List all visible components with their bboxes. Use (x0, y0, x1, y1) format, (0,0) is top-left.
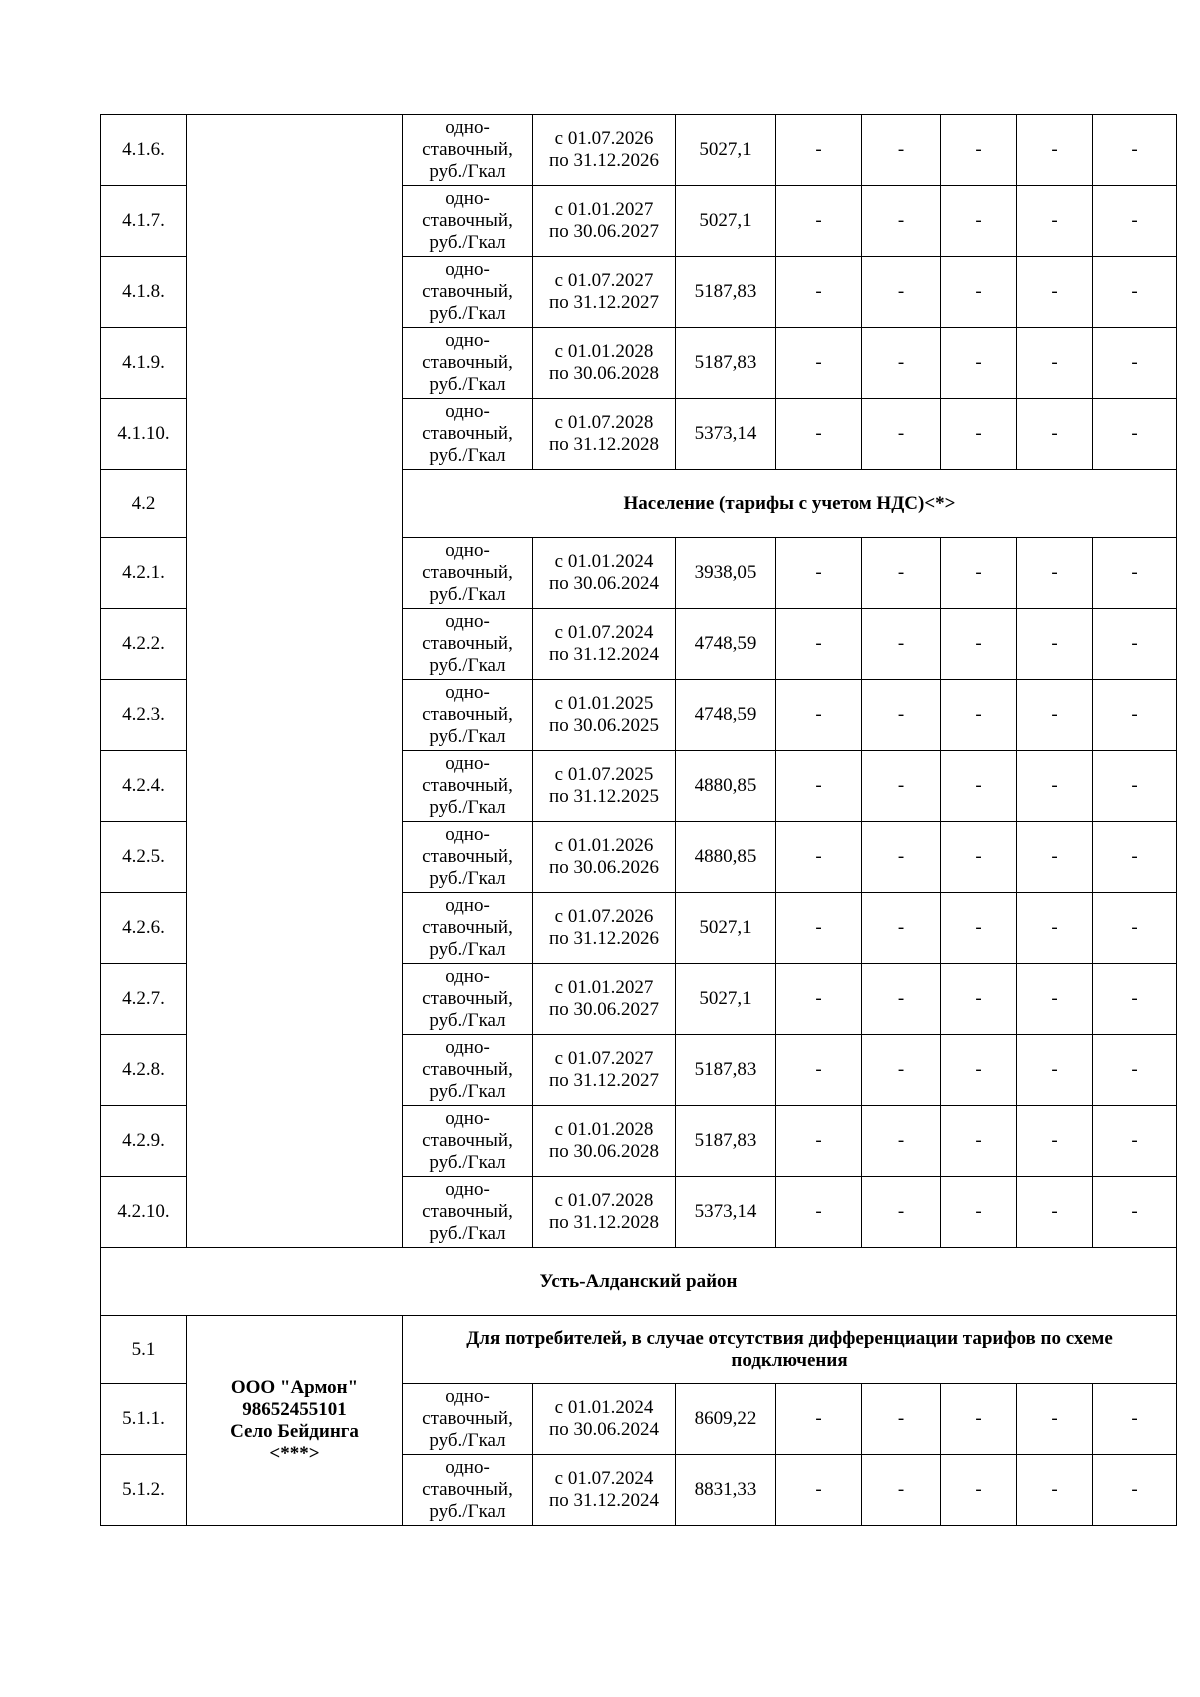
empty-value: - (941, 751, 1017, 822)
empty-value: - (941, 186, 1017, 257)
tariff-value: 5373,14 (676, 1177, 776, 1248)
empty-value: - (941, 1106, 1017, 1177)
empty-value: - (862, 680, 941, 751)
empty-value: - (941, 1455, 1017, 1526)
empty-value: - (776, 964, 862, 1035)
row-number: 4.2.6. (101, 893, 187, 964)
row-number: 4.1.10. (101, 399, 187, 470)
empty-value: - (1093, 1384, 1177, 1455)
empty-value: - (776, 328, 862, 399)
empty-value: - (1093, 893, 1177, 964)
empty-value: - (1017, 893, 1093, 964)
empty-value: - (1017, 822, 1093, 893)
tariff-type: одно- ставочный, руб./Гкал (403, 186, 533, 257)
tariff-type: одно- ставочный, руб./Гкал (403, 1455, 533, 1526)
empty-value: - (776, 186, 862, 257)
tariff-value: 4880,85 (676, 822, 776, 893)
empty-value: - (862, 1106, 941, 1177)
tariff-type: одно- ставочный, руб./Гкал (403, 1106, 533, 1177)
empty-value: - (1093, 964, 1177, 1035)
empty-value: - (776, 1384, 862, 1455)
tariff-value: 5027,1 (676, 964, 776, 1035)
empty-value: - (776, 399, 862, 470)
empty-value: - (1017, 964, 1093, 1035)
empty-value: - (1017, 1455, 1093, 1526)
tariff-period: с 01.07.2024 по 31.12.2024 (533, 1455, 676, 1526)
row-number: 4.1.8. (101, 257, 187, 328)
empty-value: - (1017, 751, 1093, 822)
empty-value: - (862, 1455, 941, 1526)
tariff-period: с 01.07.2026 по 31.12.2026 (533, 893, 676, 964)
tariff-value: 8831,33 (676, 1455, 776, 1526)
section-title: Население (тарифы с учетом НДС)<*> (403, 470, 1177, 538)
empty-value: - (941, 680, 1017, 751)
empty-value: - (1093, 1106, 1177, 1177)
empty-value: - (776, 609, 862, 680)
empty-value: - (1017, 186, 1093, 257)
empty-value: - (862, 186, 941, 257)
empty-value: - (1093, 680, 1177, 751)
empty-value: - (862, 257, 941, 328)
row-number: 4.2.5. (101, 822, 187, 893)
empty-value: - (776, 115, 862, 186)
row-number: 4.2.7. (101, 964, 187, 1035)
tariff-period: с 01.07.2028 по 31.12.2028 (533, 399, 676, 470)
empty-value: - (941, 1035, 1017, 1106)
tariff-type: одно- ставочный, руб./Гкал (403, 609, 533, 680)
section-title: Для потребителей, в случае отсутствия дифференциации тарифов по схеме подключения (403, 1316, 1177, 1384)
tariff-type: одно- ставочный, руб./Гкал (403, 257, 533, 328)
empty-value: - (1017, 399, 1093, 470)
organization-cell (187, 115, 403, 1248)
tariff-period: с 01.07.2027 по 31.12.2027 (533, 257, 676, 328)
empty-value: - (862, 751, 941, 822)
empty-value: - (941, 257, 1017, 328)
row-number: 4.2.3. (101, 680, 187, 751)
tariff-type: одно- ставочный, руб./Гкал (403, 115, 533, 186)
tariff-type: одно- ставочный, руб./Гкал (403, 399, 533, 470)
tariff-value: 4748,59 (676, 680, 776, 751)
empty-value: - (776, 538, 862, 609)
empty-value: - (1017, 609, 1093, 680)
empty-value: - (941, 1384, 1017, 1455)
tariff-type: одно- ставочный, руб./Гкал (403, 1177, 533, 1248)
empty-value: - (862, 115, 941, 186)
empty-value: - (776, 1035, 862, 1106)
tariff-value: 5027,1 (676, 893, 776, 964)
tariff-period: с 01.07.2028 по 31.12.2028 (533, 1177, 676, 1248)
empty-value: - (1017, 115, 1093, 186)
empty-value: - (1093, 1177, 1177, 1248)
tariff-type: одно- ставочный, руб./Гкал (403, 964, 533, 1035)
tariff-period: с 01.07.2024 по 31.12.2024 (533, 609, 676, 680)
empty-value: - (1017, 1106, 1093, 1177)
empty-value: - (776, 680, 862, 751)
empty-value: - (1017, 257, 1093, 328)
section-row (101, 1316, 1177, 1384)
tariff-period: с 01.07.2027 по 31.12.2027 (533, 1035, 676, 1106)
tariff-table (100, 114, 1177, 1526)
row-number: 4.2.1. (101, 538, 187, 609)
empty-value: - (1093, 1455, 1177, 1526)
empty-value: - (1017, 1384, 1093, 1455)
tariff-type: одно- ставочный, руб./Гкал (403, 680, 533, 751)
tariff-value: 8609,22 (676, 1384, 776, 1455)
empty-value: - (941, 399, 1017, 470)
empty-value: - (941, 893, 1017, 964)
empty-value: - (1093, 751, 1177, 822)
empty-value: - (862, 1035, 941, 1106)
row-number: 5.1.2. (101, 1455, 187, 1526)
empty-value: - (941, 1177, 1017, 1248)
empty-value: - (941, 328, 1017, 399)
section-number: 5.1 (101, 1316, 187, 1384)
empty-value: - (776, 257, 862, 328)
tariff-value: 5187,83 (676, 1106, 776, 1177)
tariff-value: 4880,85 (676, 751, 776, 822)
tariff-period: с 01.01.2024 по 30.06.2024 (533, 1384, 676, 1455)
row-number: 4.1.9. (101, 328, 187, 399)
district-row (101, 1248, 1177, 1316)
empty-value: - (776, 1106, 862, 1177)
tariff-period: с 01.07.2026 по 31.12.2026 (533, 115, 676, 186)
empty-value: - (776, 1455, 862, 1526)
empty-value: - (1093, 1035, 1177, 1106)
empty-value: - (941, 822, 1017, 893)
empty-value: - (1017, 538, 1093, 609)
empty-value: - (1017, 1035, 1093, 1106)
row-number: 4.2.4. (101, 751, 187, 822)
empty-value: - (1093, 609, 1177, 680)
empty-value: - (862, 328, 941, 399)
empty-value: - (862, 822, 941, 893)
empty-value: - (941, 609, 1017, 680)
tariff-period: с 01.01.2028 по 30.06.2028 (533, 328, 676, 399)
empty-value: - (862, 538, 941, 609)
empty-value: - (862, 964, 941, 1035)
empty-value: - (1093, 257, 1177, 328)
empty-value: - (1093, 822, 1177, 893)
tariff-type: одно- ставочный, руб./Гкал (403, 893, 533, 964)
tariff-type: одно- ставочный, руб./Гкал (403, 751, 533, 822)
empty-value: - (941, 964, 1017, 1035)
empty-value: - (941, 538, 1017, 609)
tariff-value: 5027,1 (676, 115, 776, 186)
empty-value: - (941, 115, 1017, 186)
tariff-period: с 01.01.2027 по 30.06.2027 (533, 186, 676, 257)
empty-value: - (1093, 538, 1177, 609)
empty-value: - (1093, 328, 1177, 399)
row-number: 5.1.1. (101, 1384, 187, 1455)
tariff-period: с 01.01.2025 по 30.06.2025 (533, 680, 676, 751)
tariff-value: 5187,83 (676, 328, 776, 399)
tariff-period: с 01.01.2028 по 30.06.2028 (533, 1106, 676, 1177)
row-number: 4.1.6. (101, 115, 187, 186)
tariff-type: одно- ставочный, руб./Гкал (403, 538, 533, 609)
row-number: 4.2.9. (101, 1106, 187, 1177)
row-number: 4.2.10. (101, 1177, 187, 1248)
empty-value: - (1093, 186, 1177, 257)
row-number: 4.2.8. (101, 1035, 187, 1106)
empty-value: - (776, 1177, 862, 1248)
tariff-value: 3938,05 (676, 538, 776, 609)
empty-value: - (862, 893, 941, 964)
empty-value: - (1017, 680, 1093, 751)
tariff-value: 5187,83 (676, 257, 776, 328)
tariff-value: 4748,59 (676, 609, 776, 680)
tariff-type: одно- ставочный, руб./Гкал (403, 822, 533, 893)
table-row (101, 115, 1177, 186)
tariff-value: 5027,1 (676, 186, 776, 257)
organization-name: ООО "Армон" 98652455101 Село Бейдинга <***> (187, 1316, 403, 1526)
tariff-value: 5373,14 (676, 399, 776, 470)
section-number: 4.2 (101, 470, 187, 538)
tariff-value: 5187,83 (676, 1035, 776, 1106)
empty-value: - (776, 893, 862, 964)
tariff-type: одно- ставочный, руб./Гкал (403, 328, 533, 399)
empty-value: - (1017, 328, 1093, 399)
empty-value: - (1017, 1177, 1093, 1248)
empty-value: - (862, 399, 941, 470)
tariff-period: с 01.01.2024 по 30.06.2024 (533, 538, 676, 609)
empty-value: - (776, 751, 862, 822)
empty-value: - (1093, 115, 1177, 186)
empty-value: - (862, 1177, 941, 1248)
tariff-period: с 01.01.2026 по 30.06.2026 (533, 822, 676, 893)
tariff-type: одно- ставочный, руб./Гкал (403, 1384, 533, 1455)
empty-value: - (862, 609, 941, 680)
tariff-type: одно- ставочный, руб./Гкал (403, 1035, 533, 1106)
district-title: Усть-Алданский район (101, 1248, 1177, 1316)
row-number: 4.2.2. (101, 609, 187, 680)
empty-value: - (862, 1384, 941, 1455)
tariff-period: с 01.07.2025 по 31.12.2025 (533, 751, 676, 822)
tariff-period: с 01.01.2027 по 30.06.2027 (533, 964, 676, 1035)
empty-value: - (1093, 399, 1177, 470)
row-number: 4.1.7. (101, 186, 187, 257)
empty-value: - (776, 822, 862, 893)
